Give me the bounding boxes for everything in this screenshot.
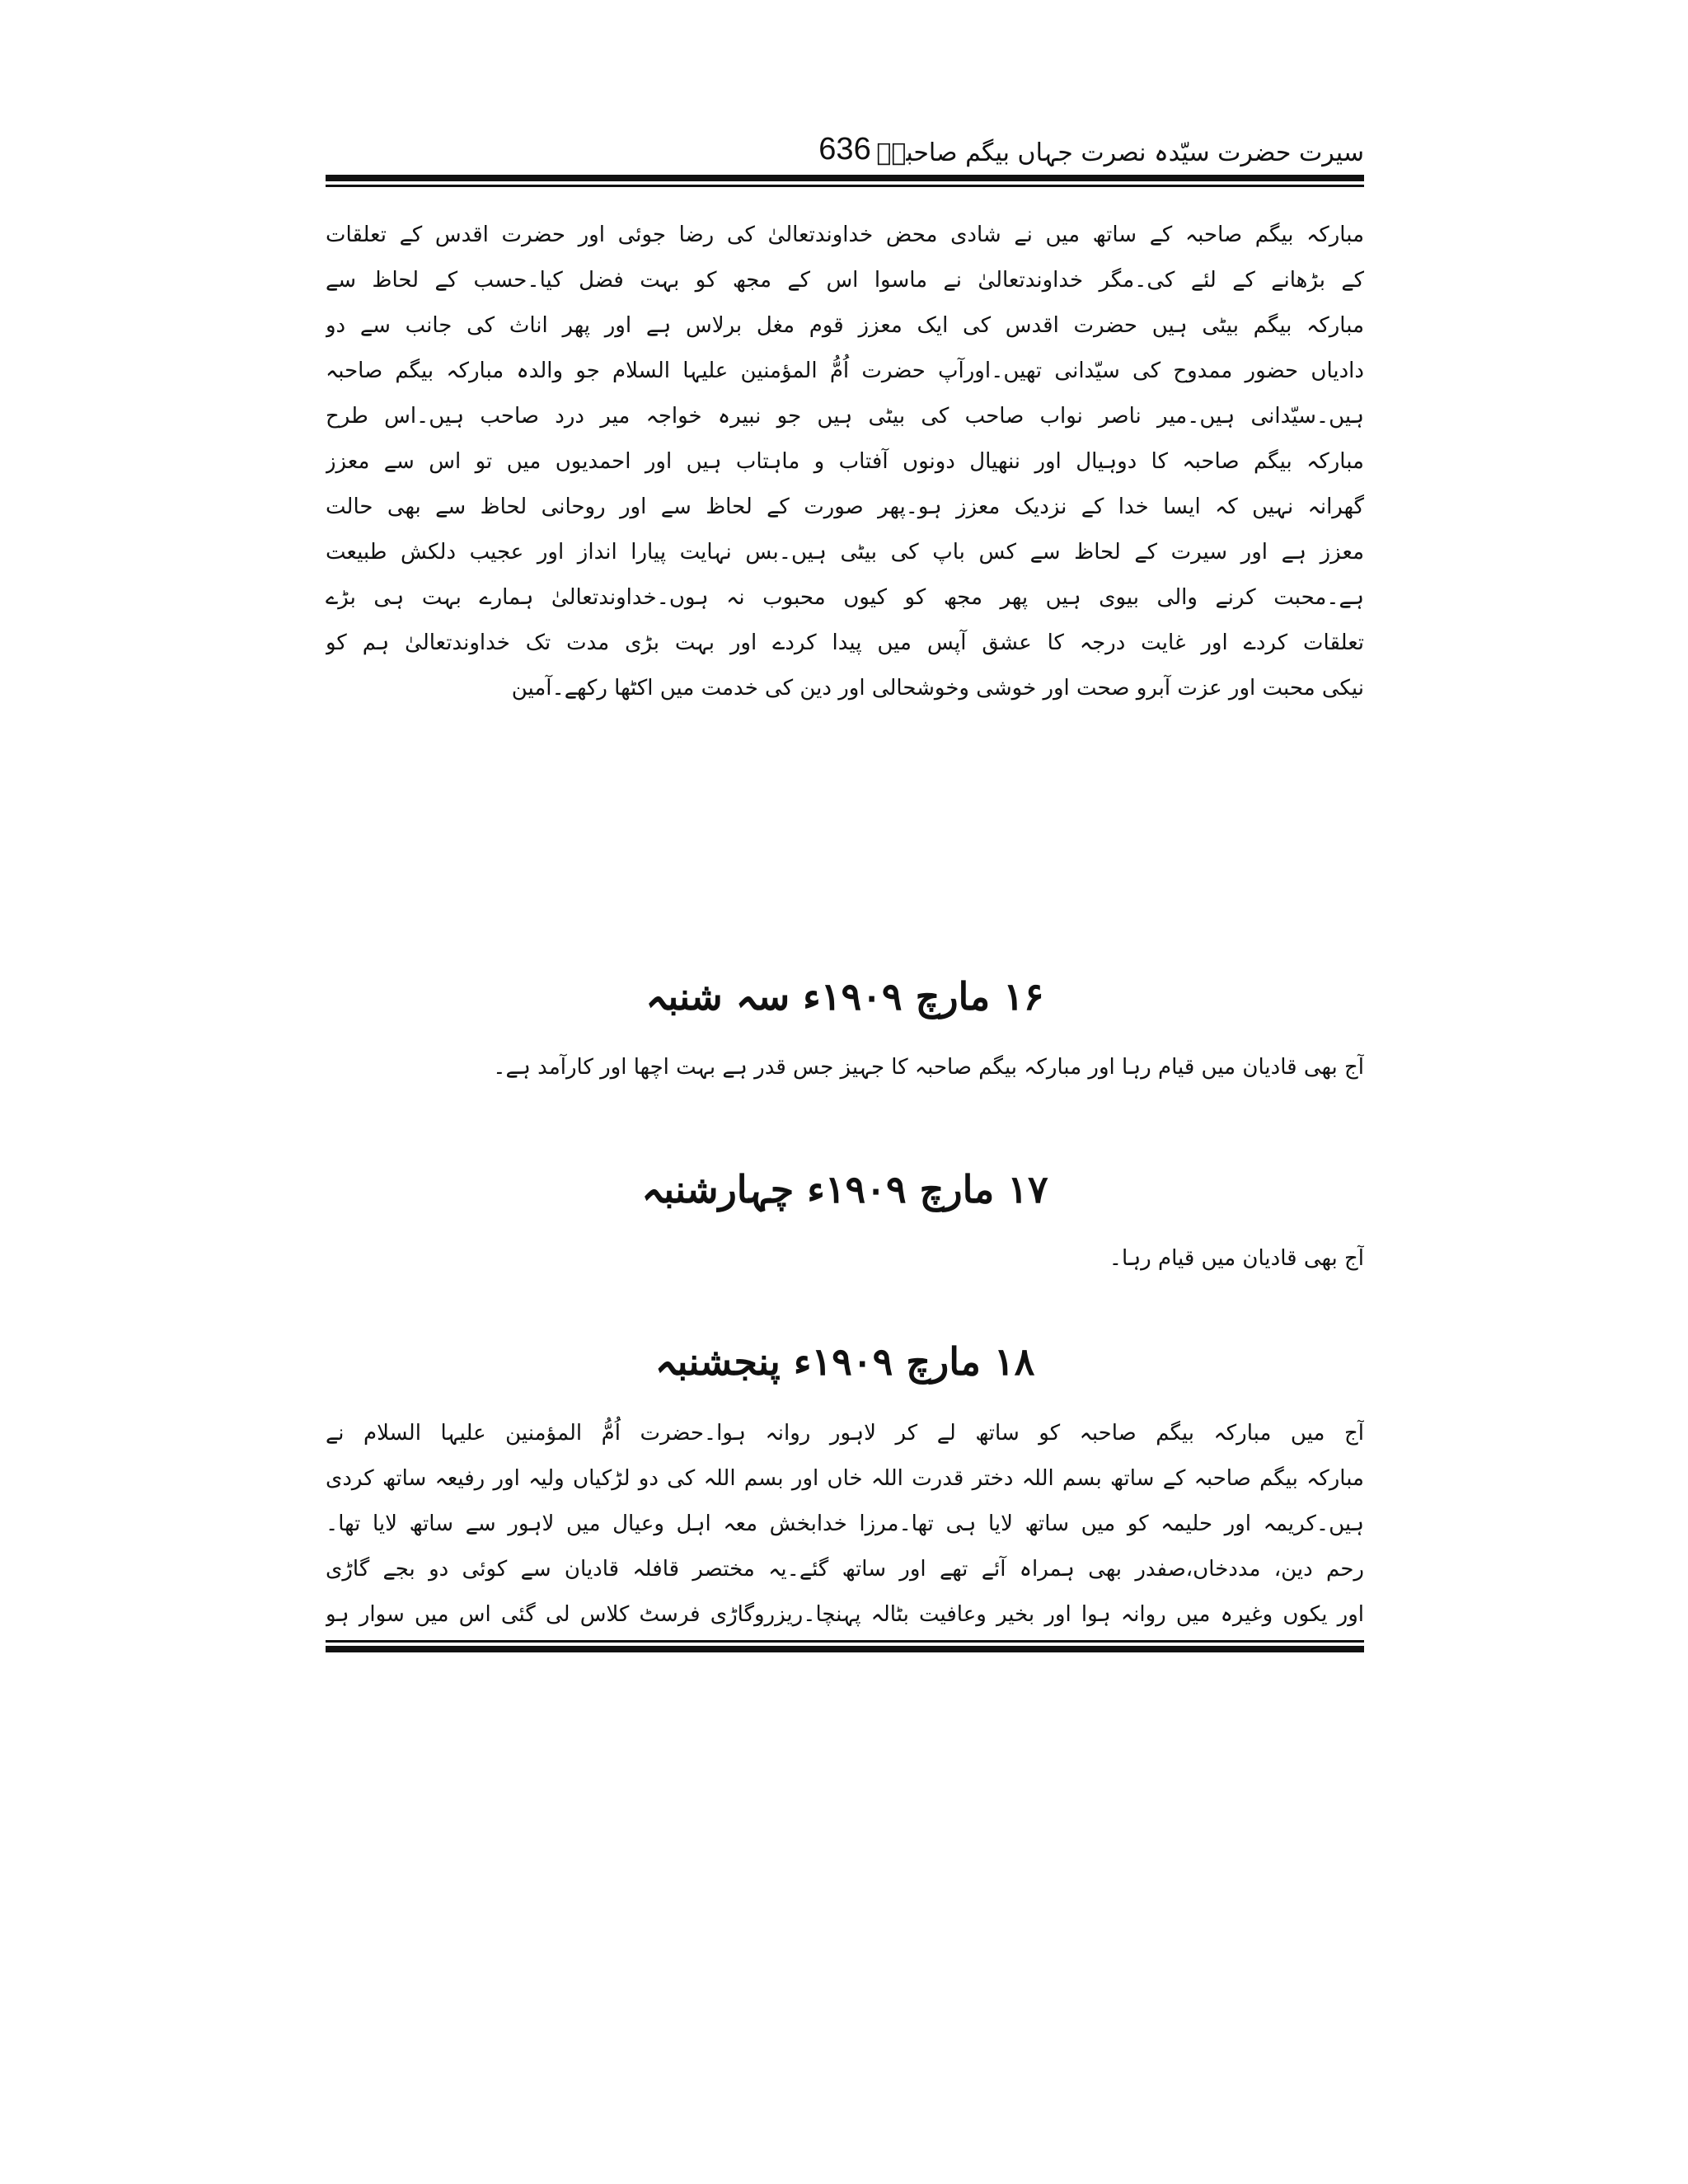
text-line: مبارکہ بیگم صاحبہ کے ساتھ میں نے شادی محض خداوندتعالیٰ کی رضا جوئی اور حضرت اقدس کے تعلقات [326, 223, 1364, 247]
diary-entry-body [326, 1236, 1364, 1282]
text-line: مبارکہ بیگم صاحبہ کا دوہیال اور ننھیال دونوں آفتاب و ماہتاب ہیں اور احمدیوں میں تو اس سے معزز [326, 449, 1364, 474]
text-line: آج بھی قادیان میں قیام رہا اور مبارکہ بیگم صاحبہ کا جہیز جس قدر ہے بہت اچھا اور کارآمد ہے۔ [493, 1055, 1364, 1080]
text-line: ہیں۔سیّدانی ہیں۔میر ناصر نواب صاحب کی بیٹی ہیں جو نبیرہ خواجہ میر درد صاحب ہیں۔اس طرح [326, 404, 1364, 429]
text-line: آج میں مبارکہ بیگم صاحبہ کو ساتھ لے کر لاہور روانہ ہوا۔حضرت اُمُّ المؤمنین علیہا السلام نے [326, 1421, 1364, 1446]
diary-date-heading: ۱۸ مارچ ۱۹۰۹ء پنجشنبہ [654, 1339, 1035, 1384]
text-line: ہیں۔کریمہ اور حلیمہ کو میں ساتھ لایا ہی تھا۔مرزا خدابخش معہ اہل وعیال میں لاہور سے ساتھ لایا تھا۔ [326, 1511, 1364, 1536]
text-line: ہے۔محبت کرنے والی بیوی ہیں پھر مجھ کو کیوں محبوب نہ ہوں۔خداوندتعالیٰ ہمارے بہت ہی بڑے [326, 585, 1364, 610]
diary-entry-body [326, 1045, 1364, 1090]
text-line: دادیاں حضور ممدوح کی سیّدانی تھیں۔اورآپ حضرت اُمُّ المؤمنین علیہا السلام جو والدہ مبارکہ بیگم صاحبہ [326, 359, 1364, 383]
text-line: گھرانہ نہیں کہ ایسا خدا کے نزدیک معزز ہو۔پھر صورت کے لحاظ سے اور روحانی لحاظ سے بھی حالت [326, 494, 1364, 519]
text-line: آج بھی قادیان میں قیام رہا۔ [1109, 1246, 1364, 1271]
diary-entry-body [326, 1411, 1364, 1638]
header-rule [326, 175, 1364, 187]
diary-date-heading: ۱۶ مارچ ۱۹۰۹ء سہ شنبہ [645, 974, 1044, 1019]
text-line: کے بڑھانے کے لئے کی۔مگر خداوندتعالیٰ نے ماسوا اس کے مجھ کو بہت فضل کیا۔حسب کے لحاظ سے [326, 268, 1364, 293]
text-line: مبارکہ بیگم صاحبہ کے ساتھ بسم اللہ دختر قدرت اللہ خاں اور بسم اللہ کی دو لڑکیاں ولیہ اور رفیعہ ساتھ کردی [326, 1466, 1364, 1491]
text-line: نیکی محبت اور عزت آبرو صحت اور خوشی وخوشحالی اور دین کی خدمت میں اکٹھا رکھے۔آمین [511, 676, 1364, 701]
text-line: تعلقات کردے اور غایت درجہ کا عشق آپس میں پیدا کردے اور بہت بڑی مدت تک خداوندتعالیٰ ہم کو [326, 630, 1364, 655]
text-line: اور یکوں وغیرہ میں روانہ ہوا اور بخیر وعافیت بٹالہ پہنچا۔ریزروگاڑی فرسٹ کلاس لی گئی اس میں سوار ہو [326, 1602, 1364, 1627]
text-line: مبارکہ بیگم بیٹی ہیں حضرت اقدس کی ایک معزز قوم مغل برلاس ہے اور پھر اناث کی جانب سے دو [326, 313, 1364, 338]
footer-rule [326, 1640, 1364, 1652]
text-line: رحم دین، مددخاں،صفدر بھی ہمراہ آئے تھے اور ساتھ گئے۔یہ مختصر قافلہ قادیان سے کوئی دو بجے گاڑی [326, 1557, 1364, 1582]
page-number: 636 [818, 132, 871, 166]
text-line: معزز ہے اور سیرت کے لحاظ سے کس باپ کی بیٹی ہیں۔بس نہایت پیارا انداز اور عجیب دلکش طبیعت [326, 540, 1364, 565]
diary-date-heading: ۱۷ مارچ ۱۹۰۹ء چہارشنبہ [641, 1167, 1048, 1212]
running-title: سیرت حضرت سیّدہ نصرت جہاں بیگم صاحبہؓ [876, 138, 1364, 167]
paragraph-1 [326, 213, 1364, 711]
